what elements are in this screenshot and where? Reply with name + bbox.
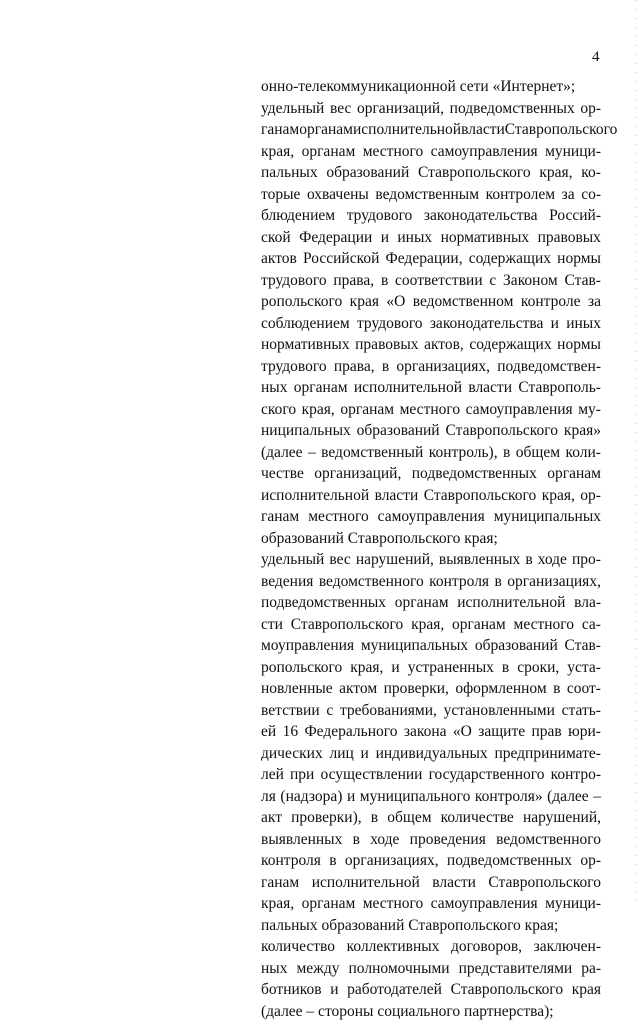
text-line: акт проверки), в общем количестве нарушений, (261, 807, 601, 829)
text-line: ропольского края «О ведомственном контроле за (261, 291, 601, 313)
text-line: актов Российской Федерации, содержащих нормы (261, 248, 601, 270)
scan-edge-artifact (635, 0, 638, 905)
text-line: ля (надзора) и муниципального контроля» (далее – (261, 786, 601, 808)
text-line: ганам органам исполнительной власти Ставропольского (261, 119, 601, 141)
text-line: моуправления муниципальных образований Став- (261, 635, 601, 657)
text-line: трудового права, в соответствии с Законом Став- (261, 270, 601, 292)
text-line: подведомственных органам исполнительной вла- (261, 592, 601, 614)
text-line: честве организаций, подведомственных органам (261, 463, 601, 485)
text-line: ветствии с требованиями, установленными стать- (261, 700, 601, 722)
text-line: края, органам местного самоуправления муници- (261, 893, 601, 915)
document-body (261, 76, 601, 1022)
text-line: ведения ведомственного контроля в организациях, (261, 571, 601, 593)
text-line: пальных образований Ставропольского края, ко- (261, 162, 601, 184)
text-line: трудового права, в организациях, подведомствен- (261, 356, 601, 378)
text-line: блюдением трудового законодательства Россий- (261, 205, 601, 227)
text-line: соблюдением трудового законодательства и иных (261, 313, 601, 335)
text-line: нормативных правовых актов, содержащих нормы (261, 334, 601, 356)
text-line: исполнительной власти Ставропольского края, ор- (261, 485, 601, 507)
text-line: ных органам исполнительной власти Ставрополь- (261, 377, 601, 399)
text-line: края, органам местного самоуправления муници- (261, 141, 601, 163)
page-number: 4 (592, 50, 600, 65)
text-line: дических лиц и индивидуальных предпринимате- (261, 743, 601, 765)
text-line: лей при осуществлении государственного контро- (261, 764, 601, 786)
text-line: ных между полномочными представителями ра- (261, 958, 601, 980)
text-line: ганам исполнительной власти Ставропольского (261, 872, 601, 894)
text-line: сти Ставропольского края, органам местного са- (261, 614, 601, 636)
text-line: ской Федерации и иных нормативных правовых (261, 227, 601, 249)
text-line: торые охвачены ведомственным контролем за со- (261, 184, 601, 206)
text-line: ропольского края, и устраненных в сроки, уста- (261, 657, 601, 679)
text-line: ского края, органам местного самоуправления му- (261, 399, 601, 421)
text-line: (далее – стороны социального партнерства); (261, 1001, 601, 1022)
text-line: ботников и работодателей Ставропольского края (261, 979, 601, 1001)
text-line: количество коллективных договоров, заключен- (261, 936, 601, 958)
text-line: ниципальных образований Ставропольского края» (261, 420, 601, 442)
text-line: новленные актом проверки, оформленном в соот- (261, 678, 601, 700)
text-line: ей 16 Федерального закона «О защите прав юри- (261, 721, 601, 743)
text-line: онно-телекоммуникационной сети «Интернет»; (261, 76, 601, 98)
text-line: выявленных в ходе проведения ведомственного (261, 829, 601, 851)
text-line: ганам местного самоуправления муниципальных (261, 506, 601, 528)
text-line: удельный вес организаций, подведомственных ор- (261, 98, 601, 120)
text-line: контроля в организациях, подведомственных ор- (261, 850, 601, 872)
text-line: образований Ставропольского края; (261, 528, 601, 550)
text-line: удельный вес нарушений, выявленных в ходе про- (261, 549, 601, 571)
text-line: (далее – ведомственный контроль), в общем коли- (261, 442, 601, 464)
text-line: пальных образований Ставропольского края; (261, 915, 601, 937)
